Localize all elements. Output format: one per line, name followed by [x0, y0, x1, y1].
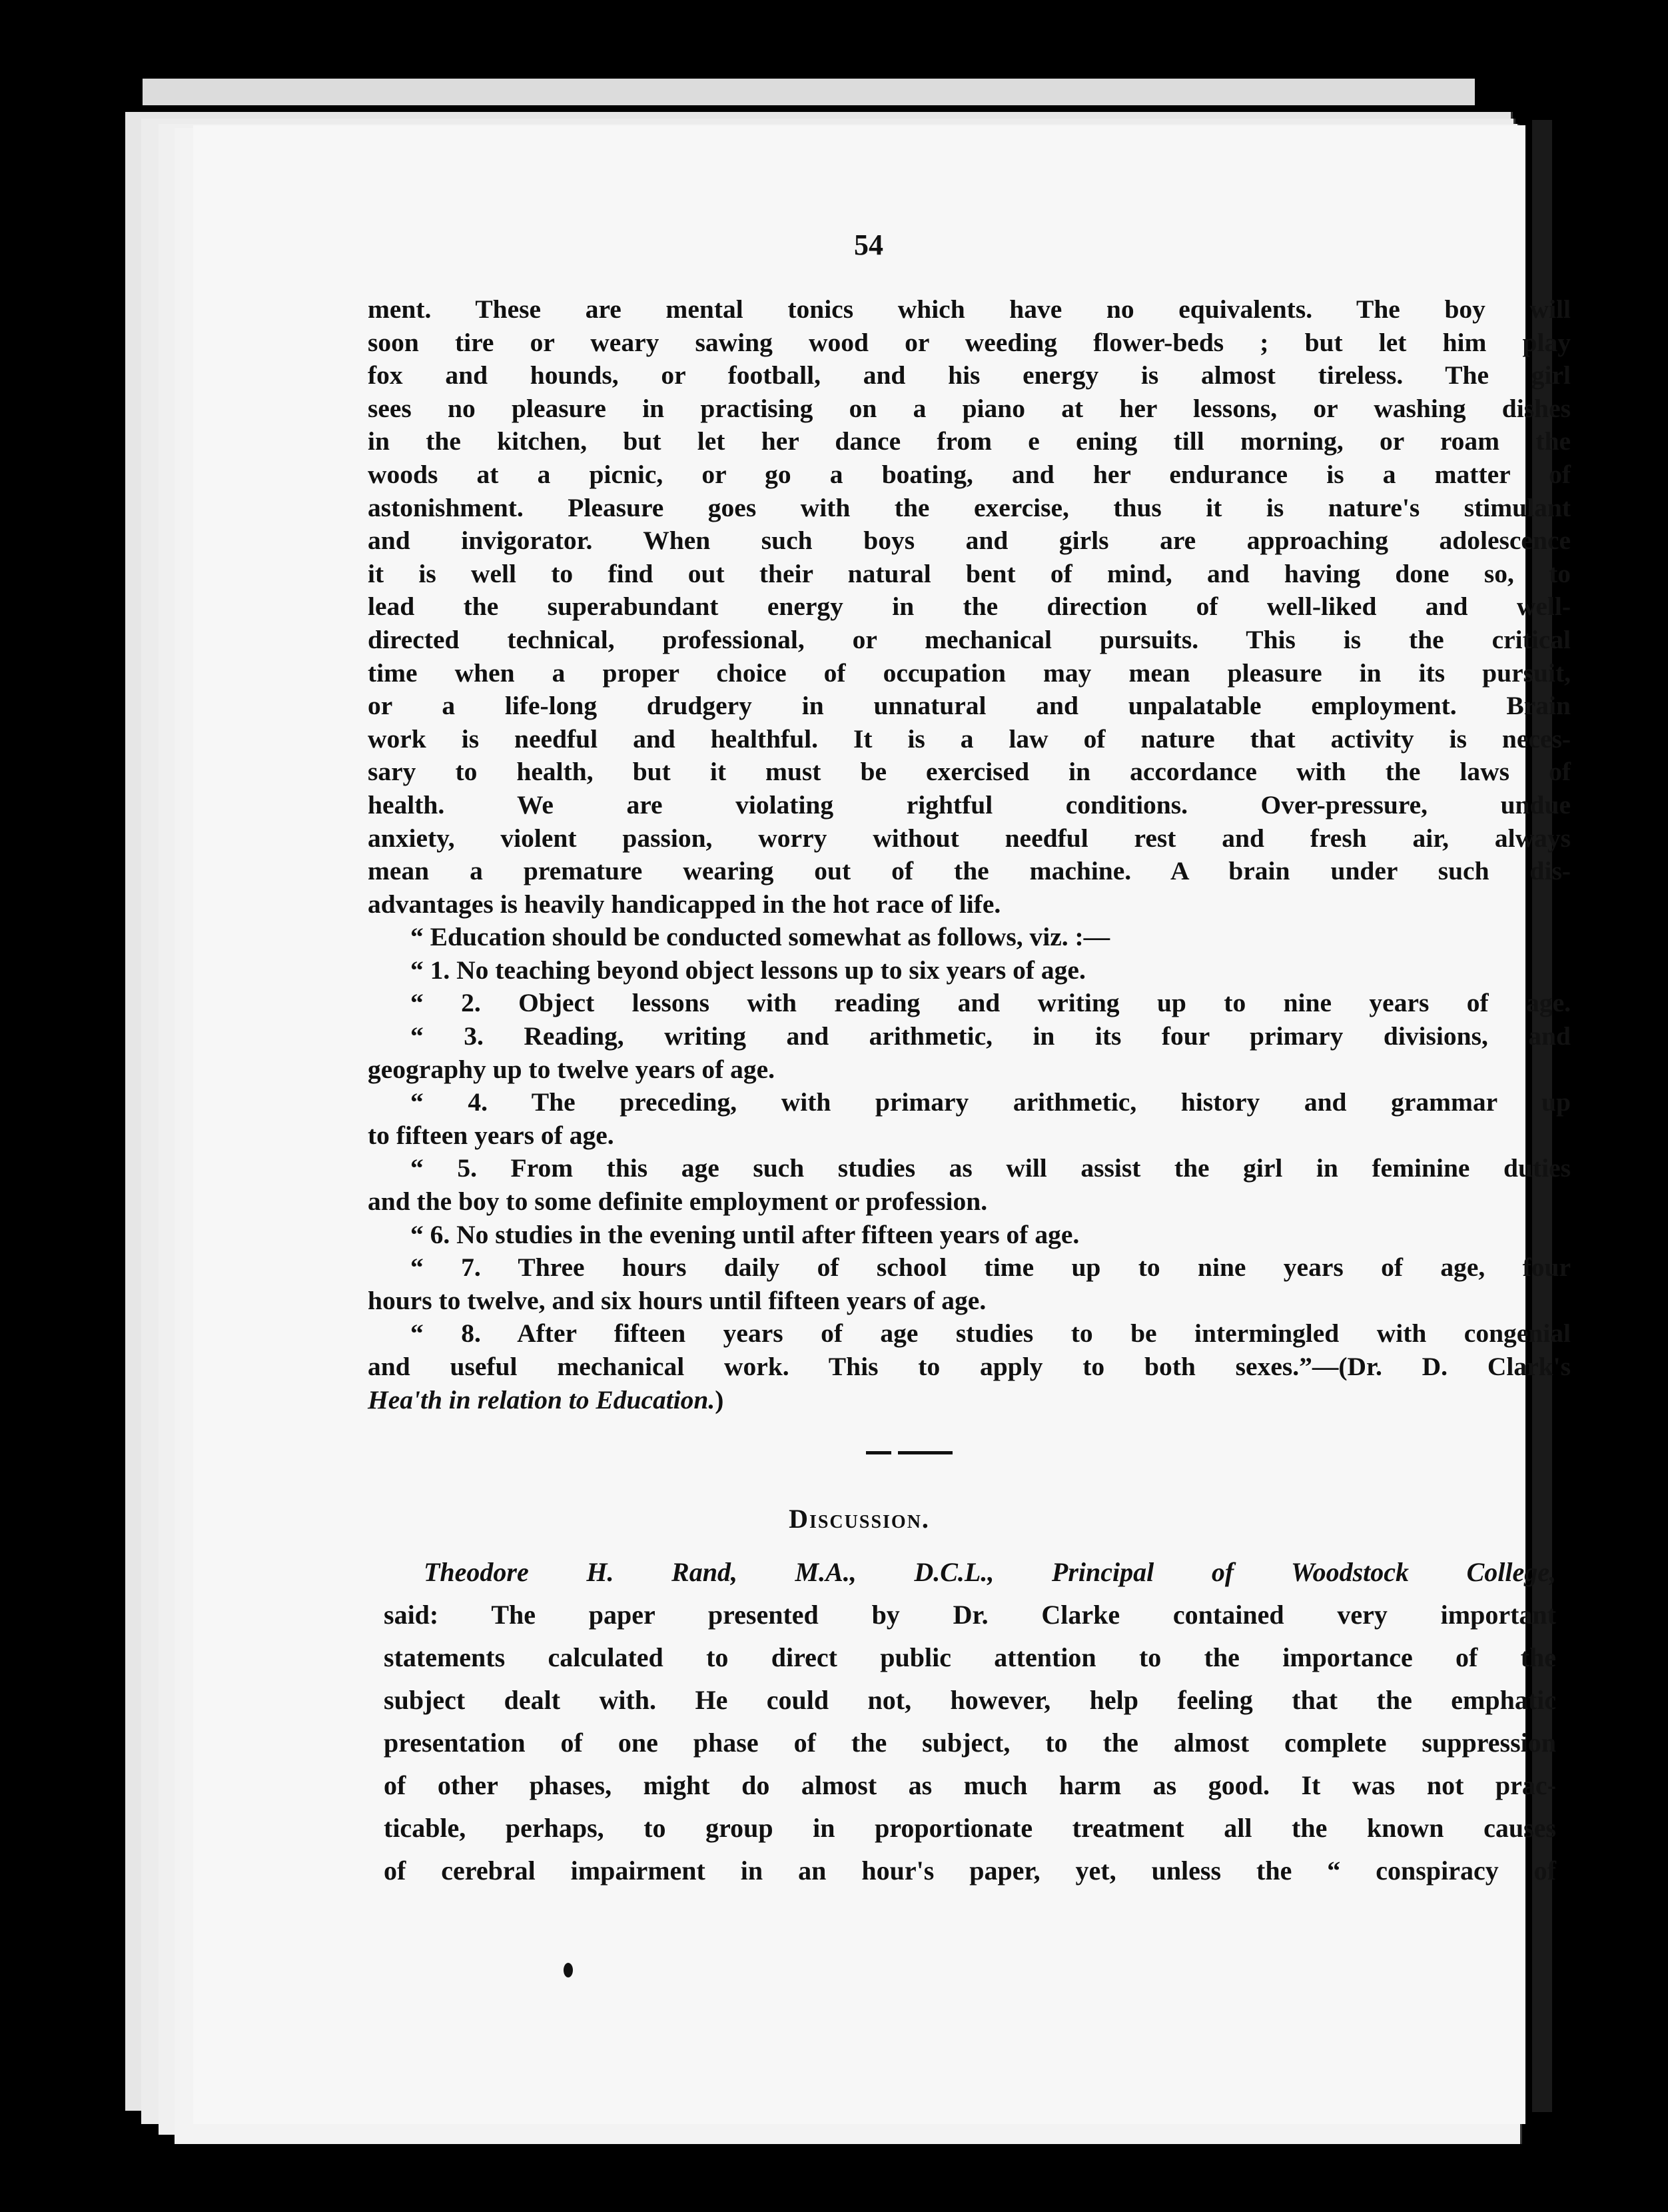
text-line: work is needful and healthful. It is a law of nature that activity is neces-	[368, 724, 1571, 754]
text-line: it is well to find out their natural bent of mind, and having done so, to	[368, 558, 1571, 588]
divider-dash	[898, 1451, 953, 1454]
list-line: “ 3. Reading, writing and arithmetic, in its four primary divisions, and	[410, 1021, 1571, 1051]
page-body	[368, 293, 1571, 1416]
text-line: sary to health, but it must be exercised in accordance with the laws of	[368, 757, 1571, 787]
text-line: said: The paper presented by Dr. Clarke contained very important	[384, 1600, 1556, 1630]
citation-title: Hea'th in relation to Education.	[368, 1384, 715, 1414]
education-list	[368, 921, 1571, 1383]
discussion-speaker	[384, 1551, 1556, 1594]
list-line: and the boy to some definite employment or profession.	[368, 1187, 988, 1217]
divider-dash	[866, 1451, 891, 1454]
text-line: sees no pleasure in practising on a piano at her lessons, or washing dishes	[368, 393, 1571, 423]
list-line: “ 8. After fifteen years of age studies to be intermingled with congenial	[410, 1319, 1571, 1349]
speaker-name: Theodore H. Rand, M.A., D.C.L., Principal of Woodstock College,	[424, 1557, 1556, 1587]
text-line: statements calculated to direct public attention to the importance of the	[384, 1642, 1556, 1672]
text-line: in the kitchen, but let her dance from e ening till morning, or roam the	[368, 426, 1571, 456]
list-line: “ 6. No studies in the evening until after fifteen years of age.	[410, 1219, 1080, 1249]
text-line: ticable, perhaps, to group in proportionate treatment all the known causes	[384, 1813, 1556, 1843]
list-line: geography up to twelve years of age.	[368, 1054, 775, 1084]
list-line: “ 4. The preceding, with primary arithmetic, history and grammar up	[410, 1087, 1571, 1117]
list-line: “ 1. No teaching beyond object lessons up to six years of age.	[410, 955, 1086, 985]
text-line: of cerebral impairment in an hour's paper, yet, unless the “ conspiracy of	[384, 1856, 1556, 1886]
text-line: directed technical, professional, or mechanical pursuits. This is the critical	[368, 624, 1571, 654]
citation-close: )	[715, 1384, 724, 1414]
text-line: time when a proper choice of occupation may mean pleasure in its pursuit,	[368, 658, 1571, 688]
discussion-paragraph	[384, 1551, 1556, 1892]
list-line: “ Education should be conducted somewhat as follows, viz. :—	[410, 922, 1110, 952]
list-line: “ 2. Object lessons with reading and writing up to nine years of age.	[410, 988, 1571, 1018]
ink-speck	[564, 1963, 573, 1977]
page-number: 54	[854, 229, 883, 261]
list-line: and useful mechanical work. This to apply to both sexes.”—(Dr. D. Clark's	[368, 1352, 1571, 1381]
discussion-text	[384, 1594, 1556, 1892]
book-top-edge	[143, 79, 1475, 105]
text-line: lead the superabundant energy in the direction of well-liked and well-	[368, 592, 1571, 622]
section-heading: Discussion.	[789, 1504, 930, 1534]
text-line: soon tire or weary sawing wood or weeding flower-beds ; but let him play	[368, 327, 1571, 357]
text-line: of other phases, might do almost as much harm as good. It was not prac-	[384, 1770, 1556, 1800]
text-line: astonishment. Pleasure goes with the exercise, thus it is nature's stimulant	[368, 492, 1571, 522]
text-line: mean a premature wearing out of the machine. A brain under such dis-	[368, 856, 1571, 886]
section-divider	[866, 1451, 953, 1455]
list-line: “ 5. From this age such studies as will assist the girl in feminine duties	[410, 1153, 1571, 1183]
book-page	[193, 125, 1571, 2124]
text-line: presentation of one phase of the subject, to the almost complete suppression	[384, 1728, 1556, 1758]
text-line: fox and hounds, or football, and his energy is almost tireless. The girl	[368, 360, 1571, 390]
body-paragraph	[368, 293, 1571, 921]
list-line: to fifteen years of age.	[368, 1120, 614, 1150]
text-line: and invigorator. When such boys and girls are approaching adolescence	[368, 526, 1571, 556]
list-line: “ 7. Three hours daily of school time up to nine years of age, four	[410, 1253, 1571, 1283]
text-line: ment. These are mental tonics which have no equivalents. The boy will	[368, 294, 1571, 324]
text-line: subject dealt with. He could not, however, help feeling that the emphatic	[384, 1685, 1556, 1715]
text-line: woods at a picnic, or go a boating, and her endurance is a matter of	[368, 459, 1571, 489]
list-line: hours to twelve, and six hours until fifteen years of age.	[368, 1285, 987, 1315]
text-line: anxiety, violent passion, worry without needful rest and fresh air, always	[368, 823, 1571, 853]
text-line: health. We are violating rightful conditions. Over-pressure, undue	[368, 790, 1571, 820]
citation	[368, 1384, 1571, 1417]
text-line: or a life-long drudgery in unnatural and unpalatable employment. Brain	[368, 691, 1571, 721]
text-line: advantages is heavily handicapped in the hot race of life.	[368, 889, 1001, 919]
